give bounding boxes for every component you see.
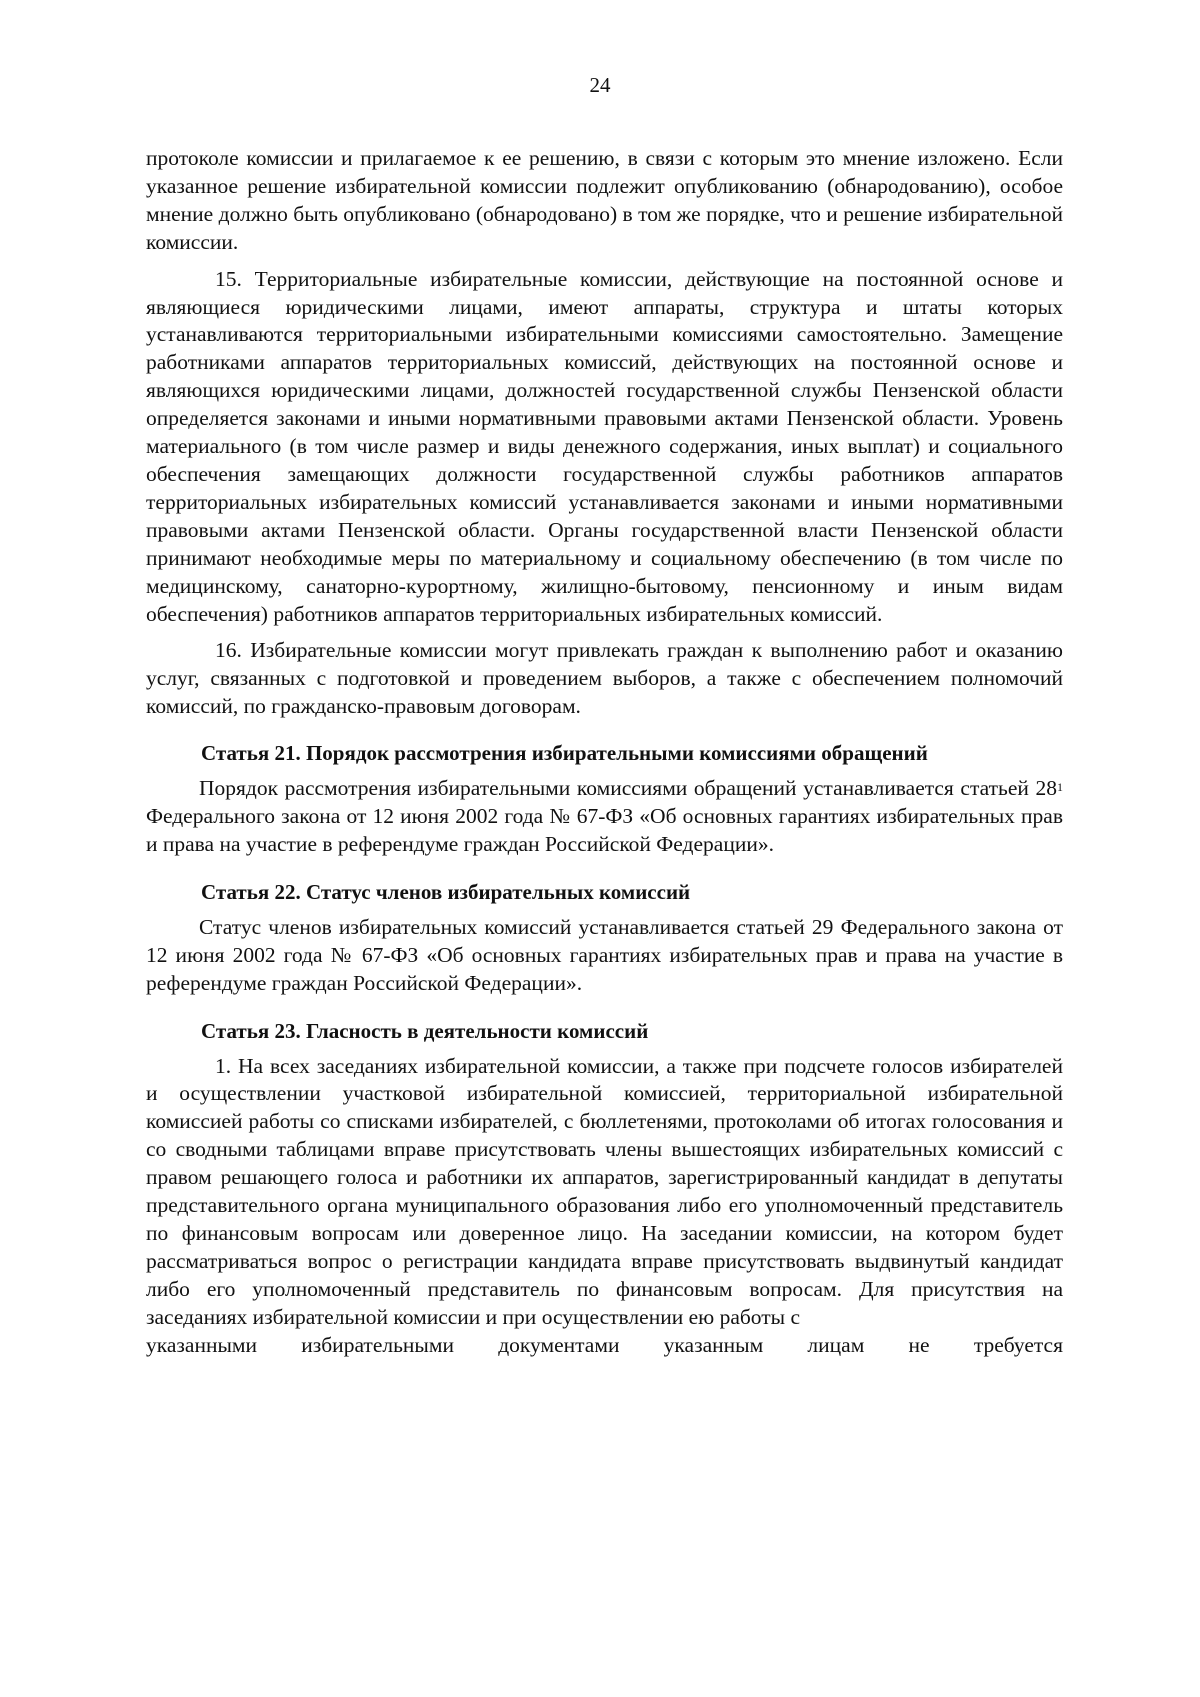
page-number: 24 [589,73,611,97]
article-21-text [146,775,1063,859]
document-body [146,145,1063,1360]
paragraph-14-continuation: протоколе комиссии и прилагаемое к ее решению, в связи с которым это мнение изложено. Если указанное решение избирательной комиссии подлежит опубликованию (обнародованию), особое мнение должно быть опубликовано (обнародовано) в том же порядке, что и решение избирательной комиссии. [146,146,1063,254]
article-21-heading: Статья 21. Порядок рассмотрения избирательными комиссиями обращений [201,741,928,766]
paragraph-15: 15. Территориальные избирательные комиссии, действующие на постоянной основе и являющиеся юридическими лицами, имеют аппараты, структура и штаты которых устанавливаются территориальными избирательными комиссиями самостоятельно. Замещение работниками аппаратов территориальных комиссий, действующих на постоянной основе и являющихся юридическими лицами, должностей государственной службы Пензенской области определяется законами и иными нормативными правовыми актами Пензенской области. Уровень материального (в том числе размер и виды денежного содержания, иных выплат) и социального обеспечения замещающих должности государственной службы работников аппаратов территориальных избирательных комиссий устанавливается законами и иными нормативными правовыми актами Пензенской области. Органы государственной власти Пензенской области принимают необходимые меры по материальному и социальному обеспечению (в том числе по медицинскому, санаторно-курортному, жилищно-бытовому, пенсионному и иным видам обеспечения) работников аппаратов территориальных избирательных комиссий. [146,266,1063,626]
article-21-text-part-b: Федерального закона от 12 июня 2002 года № 67-ФЗ «Об основных гарантиях избирательных прав и права на участие в референдуме граждан Российской Федерации». [146,804,1063,856]
article-21-superscript: 1 [1057,780,1063,795]
paragraph-16: 16. Избирательные комиссии могут привлекать граждан к выполнению работ и оказанию услуг, связанных с подготовкой и проведением выборов, а также с обеспечением полномочий комиссий, по гражданско-правовым договорам. [146,638,1063,719]
article-23-heading: Статья 23. Гласность в деятельности комиссий [201,1018,649,1043]
article-22-text: Статус членов избирательных комиссий устанавливается статьей 29 Федерального закона от 12 июня 2002 года № 67-ФЗ «Об основных гарантиях избирательных прав и права на участие в референдуме граждан Российской Федерации». [146,914,1063,995]
article-23-paragraph-1: 1. На всех заседаниях избирательной комиссии, а также при подсчете голосов избирателей и осуществлении участковой избирательной комиссией, территориальной избирательной комиссией работы со списками избирателей, с бюллетенями, протоколами об итогах голосования и со сводными таблицами вправе присутствовать члены вышестоящих избирательных комиссий с правом решающего голоса и работники их аппаратов, зарегистрированный кандидат в депутаты представительного органа муниципального образования либо его уполномоченный представитель по финансовым вопросам или доверенное лицо. На заседании комиссии, на котором будет рассматриваться вопрос о регистрации кандидата вправе присутствовать выдвинутый кандидат либо его уполномоченный представитель по финансовым вопросам. Для присутствия на заседаниях избирательной комиссии и при осуществлении ею работы с [146,1053,1063,1329]
article-23-paragraph-1-tail: указанными избирательными документами указанным лицам не требуется [146,1332,1063,1357]
article-22-heading: Статья 22. Статус членов избирательных комиссий [201,879,691,904]
article-21-text-part-a: Порядок рассмотрения избирательными комиссиями обращений устанавливается статьей 28 [199,776,1057,801]
